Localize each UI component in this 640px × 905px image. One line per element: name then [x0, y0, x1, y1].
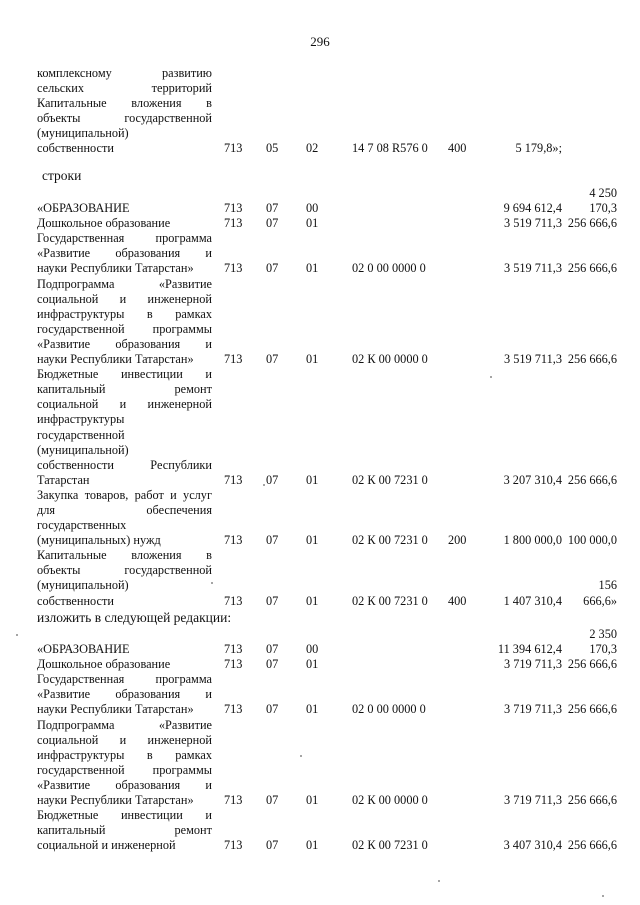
subsection-code: 01 — [306, 657, 319, 672]
ved-code: 713 — [224, 793, 243, 808]
subsection-code: 01 — [306, 702, 319, 717]
target-article-code: 02 0 00 0000 0 — [352, 702, 426, 717]
ved-code: 713 — [224, 657, 243, 672]
amount-federal: 256 666,6 — [567, 702, 617, 717]
section-code: 05 — [266, 141, 279, 156]
subsection-code: 01 — [306, 472, 319, 487]
row-name-line: (муниципальной) — [37, 442, 129, 457]
section-code: 07 — [266, 201, 279, 216]
row-name-line: «Развитие образования и — [37, 336, 212, 351]
row-name-line: Капитальные вложения в — [37, 96, 212, 111]
expense-type-code: 400 — [448, 593, 467, 608]
row-name-line: инфраструктуры — [37, 412, 125, 427]
subsection-code: 01 — [306, 261, 319, 276]
table-block-new-edition — [37, 627, 617, 853]
row-name-line: Закупка товаров, работ и услуг — [37, 487, 212, 502]
row-name-line: «Развитие образования и — [37, 687, 212, 702]
row-name-line: инфраструктуры в рамках — [37, 306, 212, 321]
row-name-line: государственных — [37, 518, 127, 533]
target-article-code: 02 К 00 7231 0 — [352, 533, 428, 548]
subsection-code: 02 — [306, 141, 319, 156]
target-article-code: 14 7 08 R576 0 — [352, 141, 428, 156]
section-code: 07 — [266, 593, 279, 608]
row-name-line: Капитальные вложения в — [37, 548, 212, 563]
scan-speck — [602, 895, 604, 897]
row-name-line: «ОБРАЗОВАНИЕ — [37, 642, 130, 657]
section-code: 07 — [266, 472, 279, 487]
row-name-line: комплексному развитию — [37, 66, 212, 80]
row-name-line: «Развитие образования и — [37, 777, 212, 792]
row-name — [37, 808, 212, 853]
row-name — [37, 201, 212, 216]
row-name-line: социальной и инженерной — [37, 838, 176, 853]
amount-total: 3 519 711,3 — [504, 216, 562, 231]
row-name — [37, 216, 212, 231]
amount-total: 3 207 310,4 — [503, 472, 562, 487]
row-name-line: инфраструктуры в рамках — [37, 747, 212, 762]
row-name-line: Бюджетные инвестиции и — [37, 808, 212, 823]
table-row — [37, 657, 617, 672]
table-row — [37, 627, 617, 657]
amount-federal: 256 666,6 — [567, 352, 617, 367]
target-article-code: 02 0 00 0000 0 — [352, 261, 426, 276]
ved-code: 713 — [224, 472, 243, 487]
amount-federal: 256 666,6 — [567, 793, 617, 808]
section-code: 07 — [266, 261, 279, 276]
amount-federal: 256 666,6 — [567, 216, 617, 231]
scan-speck — [300, 755, 302, 757]
table-block-previous-entry — [37, 66, 617, 157]
section-code: 07 — [266, 352, 279, 367]
expense-type-code: 200 — [448, 533, 467, 548]
row-name-line: (муниципальных) нужд — [37, 533, 161, 548]
ved-code: 713 — [224, 352, 243, 367]
row-name-line: государственной программы — [37, 762, 212, 777]
row-name-line: (муниципальной) — [37, 126, 129, 141]
table-row — [37, 216, 617, 231]
ved-code: 713 — [224, 593, 243, 608]
subsection-code: 01 — [306, 838, 319, 853]
target-article-code: 02 К 00 7231 0 — [352, 593, 428, 608]
ved-code: 713 — [224, 261, 243, 276]
table-row — [37, 277, 617, 368]
scan-speck — [211, 582, 213, 584]
target-article-code: 02 К 00 0000 0 — [352, 352, 428, 367]
ved-code: 713 — [224, 838, 243, 853]
row-name-line: для обеспечения — [37, 502, 212, 517]
row-name-line: «ОБРАЗОВАНИЕ — [37, 201, 130, 216]
subsection-code: 00 — [306, 201, 319, 216]
row-name — [37, 277, 212, 368]
amount-total: 9 694 612,4 — [503, 201, 562, 216]
target-article-code: 02 К 00 7231 0 — [352, 472, 428, 487]
row-name-line: объекты государственной — [37, 563, 212, 578]
table-row — [37, 231, 617, 276]
row-name-line: (муниципальной) — [37, 578, 129, 593]
amount-total: 3 519 711,3 — [504, 352, 562, 367]
table-row — [37, 672, 617, 717]
amount-federal: 2 350 170,3 — [589, 627, 617, 657]
table-row — [37, 186, 617, 216]
row-name-line: Дошкольное образование — [37, 216, 171, 231]
section-code: 07 — [266, 793, 279, 808]
amount-total: 3 719 711,3 — [504, 657, 562, 672]
ved-code: 713 — [224, 141, 243, 156]
row-name — [37, 66, 212, 157]
row-name-line: государственной — [37, 427, 125, 442]
row-name-line: собственности — [37, 141, 114, 156]
row-name — [37, 488, 212, 548]
scan-speck — [16, 634, 18, 636]
subsection-code: 00 — [306, 642, 319, 657]
expense-type-code: 400 — [448, 141, 467, 156]
table-row — [37, 66, 617, 157]
amount-federal: 4 250 170,3 — [589, 186, 617, 216]
amount-federal: 256 666,6 — [567, 838, 617, 853]
row-name-line: Бюджетные инвестиции и — [37, 367, 212, 382]
table-block-original-lines — [37, 186, 617, 609]
row-name-line: объекты государственной — [37, 111, 212, 126]
row-name-line: социальной и инженерной — [37, 397, 212, 412]
table-row — [37, 488, 617, 548]
row-name-line: капитальный ремонт — [37, 823, 212, 838]
amount-total: 5 179,8»; — [515, 141, 562, 156]
target-article-code: 02 К 00 7231 0 — [352, 838, 428, 853]
section-code: 07 — [266, 642, 279, 657]
row-name — [37, 672, 212, 717]
row-name-line: науки Республики Татарстан» — [37, 702, 194, 717]
row-name — [37, 657, 212, 672]
row-name — [37, 548, 212, 608]
ved-code: 713 — [224, 702, 243, 717]
row-name-line: Подпрограмма «Развитие — [37, 276, 212, 291]
table-row — [37, 367, 617, 488]
target-article-code: 02 К 00 0000 0 — [352, 793, 428, 808]
section-heading-lines: строки — [42, 168, 82, 183]
amount-total: 1 407 310,4 — [503, 593, 562, 608]
row-name-line: Подпрограмма «Развитие — [37, 717, 212, 732]
section-code: 07 — [266, 838, 279, 853]
section-code: 07 — [266, 216, 279, 231]
section-code: 07 — [266, 657, 279, 672]
row-name-line: Государственная программа — [37, 231, 212, 246]
row-name-line: собственности Республики — [37, 457, 212, 472]
row-name-line: собственности — [37, 593, 114, 608]
ved-code: 713 — [224, 201, 243, 216]
amount-total: 3 407 310,4 — [503, 838, 562, 853]
section-code: 07 — [266, 533, 279, 548]
row-name — [37, 231, 212, 276]
amount-federal: 256 666,6 — [567, 657, 617, 672]
ved-code: 713 — [224, 533, 243, 548]
subsection-code: 01 — [306, 593, 319, 608]
amount-federal: 100 000,0 — [567, 533, 617, 548]
table-row — [37, 808, 617, 853]
row-name-line: науки Республики Татарстан» — [37, 793, 194, 808]
row-name-line: сельских территорий — [37, 81, 212, 96]
row-name — [37, 718, 212, 809]
section-heading-new-edition: изложить в следующей редакции: — [37, 610, 232, 625]
amount-total: 1 800 000,0 — [503, 533, 562, 548]
amount-total: 3 519 711,3 — [504, 261, 562, 276]
scan-speck — [263, 484, 265, 486]
scan-speck — [438, 880, 440, 882]
subsection-code: 01 — [306, 216, 319, 231]
row-name-line: науки Республики Татарстан» — [37, 352, 194, 367]
subsection-code: 01 — [306, 793, 319, 808]
ved-code: 713 — [224, 216, 243, 231]
amount-federal: 156 666,6» — [583, 578, 617, 608]
amount-total: 11 394 612,4 — [497, 642, 562, 657]
page-number: 296 — [310, 34, 330, 49]
section-code: 07 — [266, 702, 279, 717]
row-name-line: Государственная программа — [37, 672, 212, 687]
subsection-code: 01 — [306, 533, 319, 548]
ved-code: 713 — [224, 642, 243, 657]
row-name-line: Татарстан — [37, 472, 90, 487]
amount-federal: 256 666,6 — [567, 472, 617, 487]
table-row — [37, 718, 617, 809]
row-name — [37, 367, 212, 488]
row-name-line: Дошкольное образование — [37, 657, 171, 672]
row-name-line: государственной программы — [37, 321, 212, 336]
scan-speck — [490, 376, 492, 378]
row-name-line: социальной и инженерной — [37, 732, 212, 747]
row-name-line: социальной и инженерной — [37, 291, 212, 306]
subsection-code: 01 — [306, 352, 319, 367]
amount-federal: 256 666,6 — [567, 261, 617, 276]
row-name-line: науки Республики Татарстан» — [37, 261, 194, 276]
amount-total: 3 719 711,3 — [504, 702, 562, 717]
amount-total: 3 719 711,3 — [504, 793, 562, 808]
table-row — [37, 548, 617, 608]
row-name-line: капитальный ремонт — [37, 382, 212, 397]
row-name — [37, 642, 212, 657]
row-name-line: «Развитие образования и — [37, 246, 212, 261]
